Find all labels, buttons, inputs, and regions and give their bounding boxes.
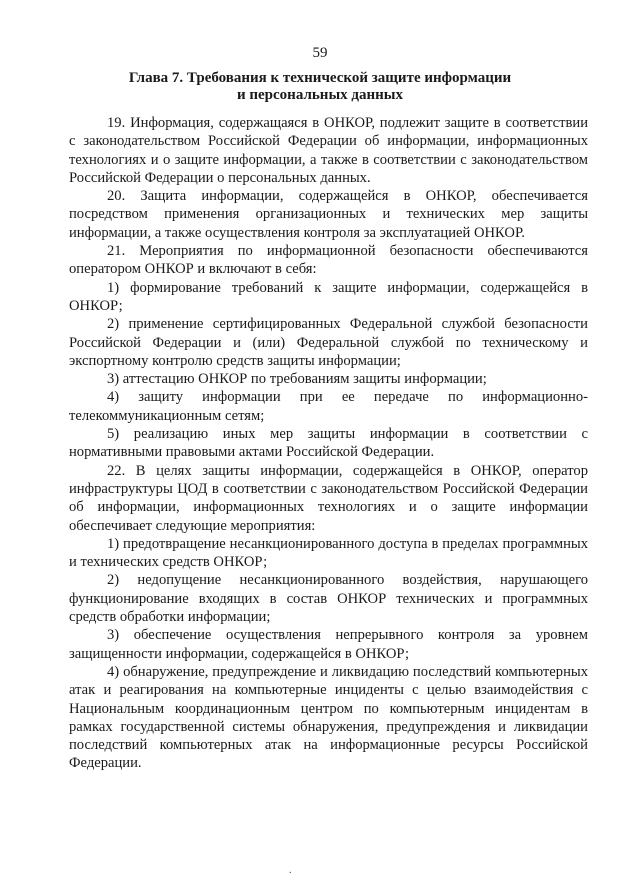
chapter-title-line-1: Глава 7. Требования к технической защите информации <box>128 70 512 86</box>
paragraph-19: 19. Информация, содержащаяся в ОНКОР, подлежит защите в соответствии с законодательством Российской Федерации об информации, информационных технологиях и о защите информации, а также в соответствии с законодательством Российской Федерации о персональных данных. <box>69 115 588 186</box>
list-item-21-5: 5) реализацию иных мер защиты информации в соответствии с нормативными правовыми актами Российской Федерации. <box>69 426 588 461</box>
document-body <box>69 114 588 773</box>
list-item-21-2: 2) применение сертифицированных Федеральной службой безопасности Российской Федерации и (или) Федеральной службой по техническому и экспортному контролю средств защиты информации; <box>69 316 588 369</box>
chapter-title-line-2: и персональных данных <box>236 87 403 103</box>
paragraph-22: 22. В целях защиты информации, содержащейся в ОНКОР, оператор инфраструктуры ЦОД в соответствии с законодательством Российской Федерации об информации, информационных технологиях и о защите информации обеспечивает следующие мероприятия: <box>69 462 588 534</box>
list-item-22-1: 1) предотвращение несанкционированного доступа в пределах программных и технических средств ОНКОР; <box>69 535 588 571</box>
list-item-22-3: 3) обеспечение осуществления непрерывного контроля за уровнем защищенности информации, содержащейся в ОНКОР; <box>69 627 588 662</box>
list-item-22-2: 2) недопущение несанкционированного воздействия, нарушающего функционирование входящих в состав ОНКОР технических и программных средств обработки информации; <box>69 572 588 626</box>
paragraph-21: 21. Мероприятия по информационной безопасности обеспечиваются оператором ОНКОР и включают в себя: <box>69 243 588 278</box>
page-number: 59 <box>312 45 328 61</box>
list-item-21-4: 4) защиту информации при ее передаче по информационно-телекоммуникационным сетям; <box>69 389 588 424</box>
list-item-22-4: 4) обнаружение, предупреждение и ликвидацию последствий компьютерных атак и реагирования на компьютерные инциденты с целью взаимодействия с Национальным координационным центром по компьютерным инцидентам в рамках государственной системы обнаружения, предупреждения и ликвидации последствий компьютерных атак на информационные ресурсы Российской Федерации. <box>69 663 588 772</box>
chapter-title <box>60 70 580 104</box>
paragraph-20: 20. Защита информации, содержащейся в ОНКОР, обеспечивается посредством применения организационных и технических мер защиты информации, а также осуществления контроля за эксплуатацией ОНКОР. <box>69 188 588 241</box>
list-item-21-3: 3) аттестацию ОНКОР по требованиям защиты информации; <box>107 371 487 388</box>
footer-mark: . <box>289 865 292 876</box>
list-item-21-1: 1) формирование требований к защите информации, содержащейся в ОНКОР; <box>69 279 588 314</box>
